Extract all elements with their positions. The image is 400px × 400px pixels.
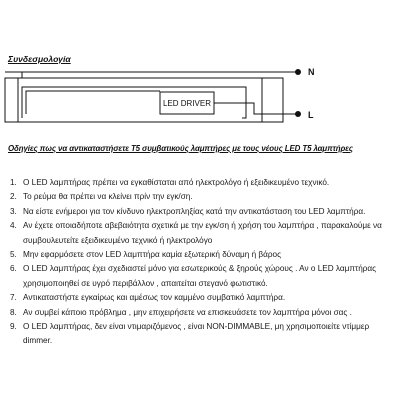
step-text: Αν έχετε οποιαδήποτε αβεβαιότητα σχετικά με την εγκ/ση ή χρήση του λαμπτήρα , παρακαλούμε να συμβουλευτείτε εξειδικευμένο τεχνικό ή ηλεκτρολόγο: [23, 221, 382, 245]
terminal-n-dot: [295, 69, 301, 75]
wiring-diagram: [0, 60, 400, 130]
led-driver-label: LED DRIVER: [162, 99, 212, 108]
wire-l-output: [214, 103, 296, 114]
wire-l-path: [26, 91, 160, 114]
list-item: [10, 205, 396, 219]
list-item: [10, 190, 396, 204]
step-number: 5.: [10, 250, 17, 260]
step-number: 6.: [10, 264, 17, 274]
instructions-heading: Οδηγίες πως να αντικαταστήσετε Τ5 συμβατικούς λαμπτήρες με τους νέους LED T5 λαμπτήρες: [8, 144, 353, 153]
terminal-n-label: N: [308, 67, 315, 77]
list-item: [10, 248, 396, 262]
list-item: [10, 262, 396, 291]
step-text: Αν συμβεί κάποιο πρόβλημα , μην επιχειρήσετε να επισκευάσετε τον λαμπτήρα μόνοι σας .: [23, 307, 352, 317]
step-number: 1.: [10, 178, 17, 187]
step-number: 9.: [10, 322, 17, 332]
step-number: 2.: [10, 192, 17, 202]
step-number: 4.: [10, 221, 17, 231]
terminal-l-label: L: [308, 110, 314, 120]
wiring-title: Συνδεσμολογία: [8, 54, 71, 64]
list-item: [10, 291, 396, 305]
step-text: Να είστε ενήμεροι για τον κίνδυνο ηλεκτροπληξίας κατά την αντικατάσταση του LED λαμπτήρα.: [23, 206, 366, 216]
step-number: 8.: [10, 307, 17, 317]
step-text: Ο LED λαμπτήρας έχει σχεδιαστεί μόνο για εσωτερικούς & ξηρούς χώρους . Αν ο LED λαμπτήρας χρησιμοποιηθεί σε υγρό περιβάλλον , απαιτείται στεγανό φωτιστικό.: [23, 264, 377, 288]
step-text: Το ρεύμα θα πρέπει να κλείνει πρίν την εγκ/ση.: [23, 192, 193, 202]
step-text: Μην εφαρμόσετε στον LED λαμπτήρα καμία εξωτερική δύναμη ή βάρος: [23, 250, 282, 260]
list-item: [10, 176, 396, 190]
step-text: Ο LED λαμπτήρας πρέπει να εγκαθίσταται από ηλεκτρολόγο ή εξειδικευμένο τεχνικό.: [23, 178, 330, 187]
list-item: [10, 320, 396, 349]
instructions-list: [10, 176, 396, 349]
tube-outline: [5, 78, 283, 122]
step-text: Αντικαταστήστε εγκαίρως και αμέσως τον καμμένο συμβατικό λαμπτήρα.: [23, 293, 286, 303]
list-item: [10, 219, 396, 248]
terminal-l-dot: [295, 111, 301, 117]
step-number: 3.: [10, 206, 17, 216]
list-item: [10, 306, 396, 320]
step-number: 7.: [10, 293, 17, 303]
step-text: Ο LED λαμπτήρας, δεν είναι ντιμαριζόμενος , είναι NON-DIMMABLE, μη χρησιμοποιείτε ντίμμερ dimmer.: [23, 322, 370, 346]
